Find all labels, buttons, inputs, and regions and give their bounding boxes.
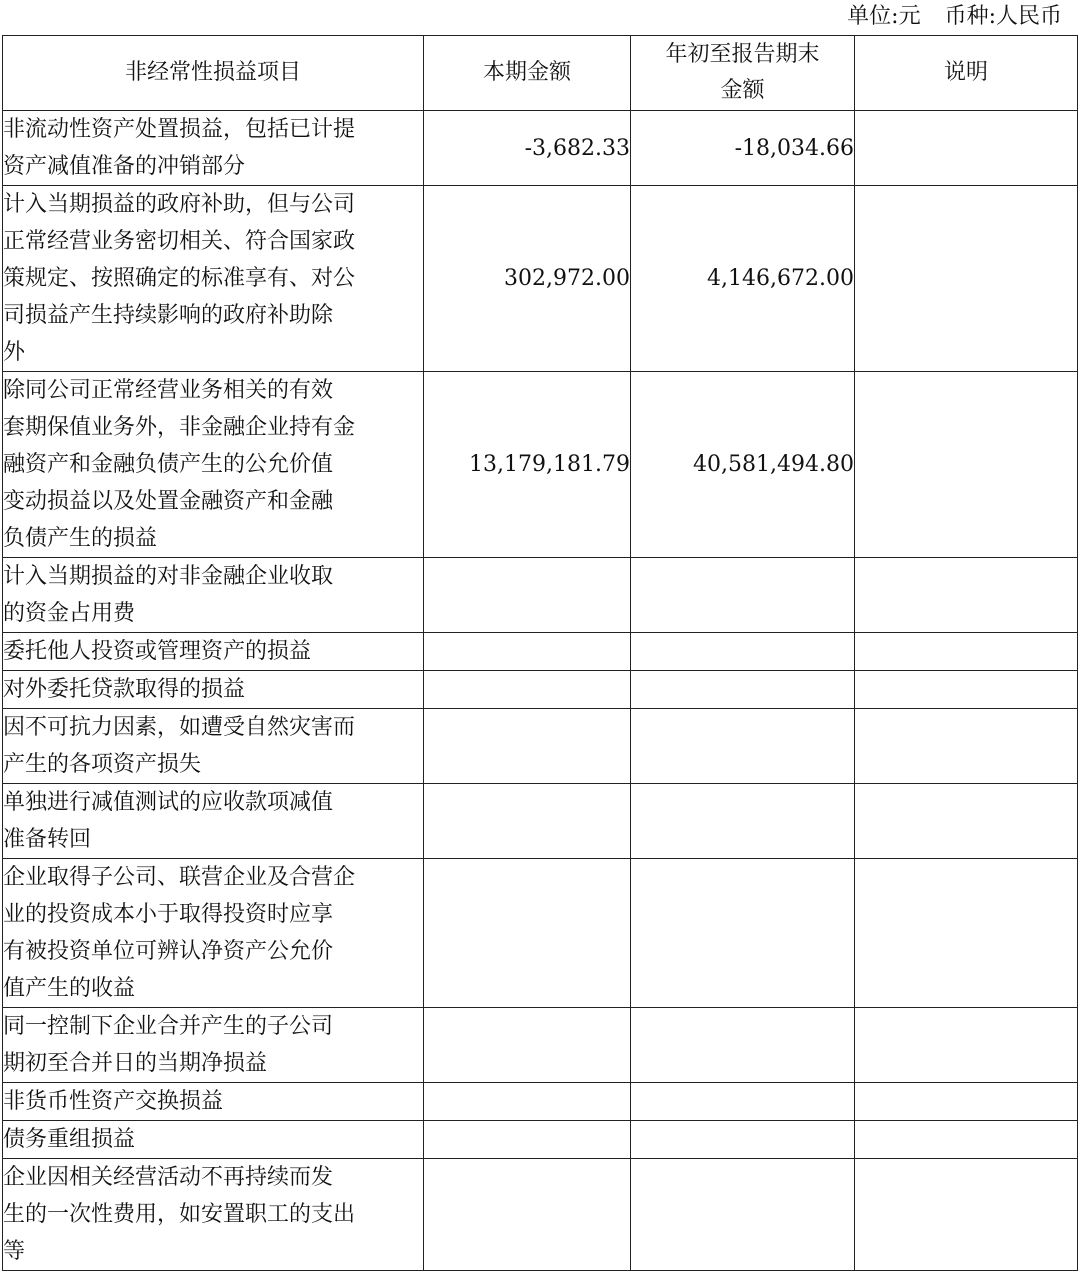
row-current-amount [424, 859, 631, 1008]
row-item-line: 业的投资成本小于取得投资时应享 [3, 902, 334, 927]
table-body [3, 111, 1078, 1271]
row-ytd-amount [631, 1121, 855, 1159]
table-row [3, 372, 1078, 558]
row-item-line: 值产生的收益 [3, 976, 136, 1001]
row-ytd-amount: 40,581,494.80 [631, 372, 855, 558]
row-item-line: 融资产和金融负债产生的公允价值 [3, 452, 334, 477]
header-ytd-amount [631, 36, 855, 111]
row-item-cell [3, 1121, 424, 1159]
table-header-row [3, 36, 1078, 111]
row-item-line: 除同公司正常经营业务相关的有效 [3, 378, 334, 403]
row-current-amount: 302,972.00 [424, 186, 631, 372]
row-current-amount [424, 633, 631, 671]
table-row [3, 1121, 1078, 1159]
row-item-line: 债务重组损益 [3, 1127, 136, 1152]
row-note [855, 1008, 1078, 1083]
row-item-cell [3, 186, 424, 372]
row-item-cell [3, 1008, 424, 1083]
row-ytd-amount [631, 1083, 855, 1121]
row-note [855, 186, 1078, 372]
table-row [3, 859, 1078, 1008]
row-item-line: 变动损益以及处置金融资产和金融 [3, 489, 334, 514]
row-item-line: 计入当期损益的政府补助，但与公司 [3, 192, 356, 217]
row-item-line: 企业取得子公司、联营企业及合营企 [3, 865, 356, 890]
unit-label: 单位:元 [847, 4, 921, 29]
row-item-cell [3, 709, 424, 784]
row-item-line: 生的一次性费用，如安置职工的支出 [3, 1202, 356, 1227]
header-note: 说明 [855, 36, 1078, 111]
table-row [3, 1159, 1078, 1271]
row-item-line: 同一控制下企业合并产生的子公司 [3, 1014, 334, 1039]
row-item-cell [3, 671, 424, 709]
table-row [3, 709, 1078, 784]
row-item-line: 产生的各项资产损失 [3, 752, 202, 777]
row-item-line: 非流动性资产处置损益，包括已计提 [3, 117, 356, 142]
row-item-cell [3, 558, 424, 633]
row-ytd-amount [631, 1008, 855, 1083]
table-row [3, 111, 1078, 186]
row-current-amount [424, 1121, 631, 1159]
row-item-line: 单独进行减值测试的应收款项减值 [3, 790, 334, 815]
table-row [3, 1083, 1078, 1121]
row-item-line: 委托他人投资或管理资产的损益 [3, 639, 312, 664]
row-item-cell [3, 372, 424, 558]
row-item-line: 策规定、按照确定的标准享有、对公 [3, 266, 356, 291]
row-current-amount [424, 558, 631, 633]
row-item-line: 的资金占用费 [3, 601, 136, 626]
row-current-amount [424, 1008, 631, 1083]
row-item-line: 期初至合并日的当期净损益 [3, 1051, 268, 1076]
row-item-cell [3, 633, 424, 671]
row-item-line: 有被投资单位可辨认净资产公允价 [3, 939, 334, 964]
table-row [3, 784, 1078, 859]
row-item-line: 对外委托贷款取得的损益 [3, 677, 246, 702]
row-note [855, 1121, 1078, 1159]
row-item-cell [3, 859, 424, 1008]
table-row [3, 558, 1078, 633]
row-current-amount [424, 1159, 631, 1271]
row-current-amount [424, 784, 631, 859]
currency-label: 币种:人民币 [944, 4, 1062, 29]
row-item-cell [3, 784, 424, 859]
non-recurring-gains-losses-table [2, 35, 1078, 1271]
row-item-line: 资产减值准备的冲销部分 [3, 154, 246, 179]
row-item-line: 计入当期损益的对非金融企业收取 [3, 564, 334, 589]
unit-currency-line [847, 4, 1062, 30]
row-note [855, 709, 1078, 784]
row-note [855, 859, 1078, 1008]
row-note [855, 671, 1078, 709]
row-item-line: 正常经营业务密切相关、符合国家政 [3, 229, 356, 254]
row-note [855, 633, 1078, 671]
row-item-cell [3, 1159, 424, 1271]
row-current-amount [424, 1083, 631, 1121]
row-item-line: 因不可抗力因素，如遭受自然灾害而 [3, 715, 356, 740]
row-ytd-amount [631, 633, 855, 671]
header-item: 非经常性损益项目 [3, 36, 424, 111]
row-note [855, 784, 1078, 859]
row-note [855, 1083, 1078, 1121]
row-item-line: 企业因相关经营活动不再持续而发 [3, 1165, 334, 1190]
row-ytd-amount [631, 671, 855, 709]
row-ytd-amount [631, 558, 855, 633]
row-current-amount: -3,682.33 [424, 111, 631, 186]
row-item-cell [3, 111, 424, 186]
row-ytd-amount: 4,146,672.00 [631, 186, 855, 372]
row-note [855, 558, 1078, 633]
table-row [3, 1008, 1078, 1083]
header-current-amount: 本期金额 [424, 36, 631, 111]
row-ytd-amount [631, 859, 855, 1008]
row-ytd-amount [631, 784, 855, 859]
table-row [3, 671, 1078, 709]
row-ytd-amount: -18,034.66 [631, 111, 855, 186]
row-item-line: 准备转回 [3, 827, 92, 852]
row-note [855, 111, 1078, 186]
row-current-amount: 13,179,181.79 [424, 372, 631, 558]
table-row [3, 633, 1078, 671]
row-item-line: 司损益产生持续影响的政府补助除 [3, 303, 334, 328]
row-note [855, 372, 1078, 558]
row-current-amount [424, 709, 631, 784]
row-ytd-amount [631, 1159, 855, 1271]
row-ytd-amount [631, 709, 855, 784]
row-note [855, 1159, 1078, 1271]
table-row [3, 186, 1078, 372]
row-item-line: 套期保值业务外，非金融企业持有金 [3, 415, 356, 440]
row-item-cell [3, 1083, 424, 1121]
row-item-line: 等 [3, 1239, 26, 1264]
row-item-line: 外 [3, 340, 26, 365]
row-item-line: 负债产生的损益 [3, 526, 158, 551]
row-current-amount [424, 671, 631, 709]
header-ytd-line1: 年初至报告期末 [665, 42, 820, 67]
header-ytd-line2: 金额 [720, 78, 765, 103]
row-item-line: 非货币性资产交换损益 [3, 1089, 224, 1114]
